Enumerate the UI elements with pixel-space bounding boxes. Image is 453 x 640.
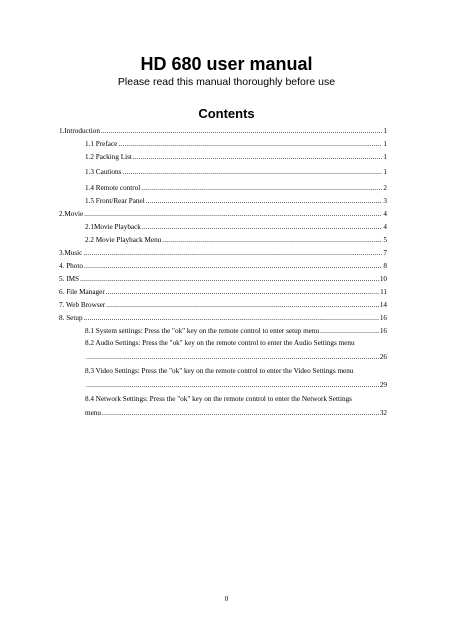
toc-entry-network-settings-page[interactable]: menu ..... 32 [85, 408, 387, 418]
toc-entry-cautions[interactable]: 1.3 Cautions ..... 1 [85, 167, 387, 177]
toc-entry-audio-settings[interactable]: 8.2 Audio Settings: Press the "ok" key on the remote control to enter the Audio Settings menu [85, 339, 355, 347]
document-subtitle: Please read this manual thoroughly before use [117, 76, 336, 88]
page-number: 0 [224, 595, 229, 603]
toc-entry-remote-control[interactable]: 1.4 Remote control ..... 2 [85, 183, 387, 193]
toc-entry-audio-settings-page[interactable]: ..... 26 [85, 352, 387, 362]
toc-entry-web-browser[interactable]: 7. Web Browser ..... 14 [59, 300, 387, 310]
toc-entry-video-settings[interactable]: 8.3 Video Settings: Press the "ok" key on the remote control to enter the Video Settings menu [85, 367, 354, 375]
toc-entry-movie-playback-menu[interactable]: 2.2 Movie Playback Menu ..... 5 [85, 235, 387, 245]
toc-entry-network-settings[interactable]: 8.4 Network Settings: Press the "ok" key on the remote control to enter the Network Settings [85, 395, 352, 403]
document-title: HD 680 user manual [140, 54, 313, 74]
toc-entry-front-rear-panel[interactable]: 1.5 Front/Rear Panel ..... 3 [85, 196, 387, 206]
toc-entry-music[interactable]: 3.Music ..... 7 [59, 248, 387, 258]
toc-entry-ims[interactable]: 5. IMS ..... 10 [59, 274, 387, 284]
toc-entry-preface[interactable]: 1.1 Preface ..... 1 [85, 139, 387, 149]
contents-heading: Contents [198, 106, 255, 121]
toc-entry-file-manager[interactable]: 6. File Manager ..... 11 [59, 287, 387, 297]
toc-entry-video-settings-page[interactable]: ..... 29 [85, 380, 387, 390]
toc-entry-photo[interactable]: 4. Photo ..... 8 [59, 261, 387, 271]
toc-entry-movie-playback[interactable]: 2.1Movie Playback ..... 4 [85, 222, 387, 232]
toc-entry-introduction[interactable]: 1.Introduction ..... 1 [59, 126, 387, 136]
toc-entry-packing-list[interactable]: 1.2 Packing List ..... 1 [85, 152, 387, 162]
toc-entry-movie[interactable]: 2.Movie ..... 4 [59, 209, 387, 219]
toc-entry-setup[interactable]: 8. Setup ..... 16 [59, 313, 387, 323]
toc-entry-system-settings[interactable]: 8.1 System settings: Press the "ok" key on the remote control to enter setup menu ..... 16 [85, 326, 387, 336]
